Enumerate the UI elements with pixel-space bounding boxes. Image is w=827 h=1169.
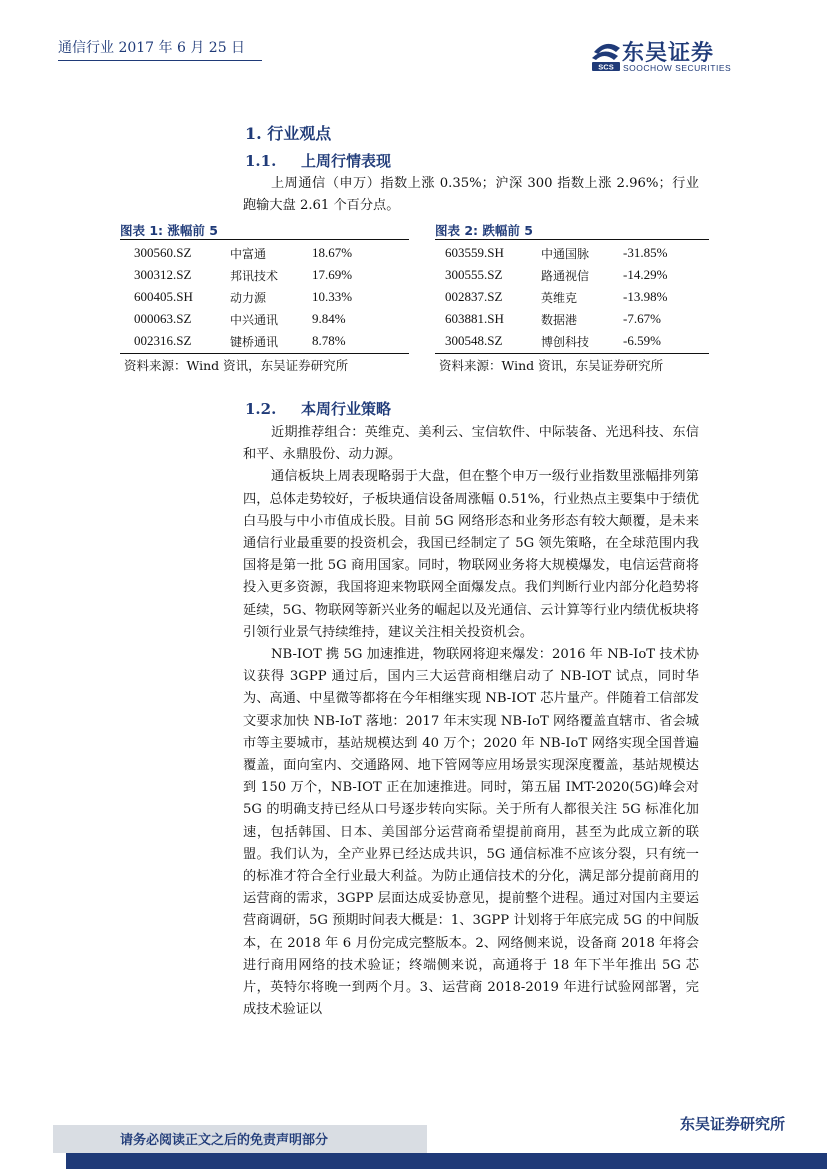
table-2-source: 资料来源：Wind 资讯，东吴证券研究所 [439,358,664,373]
table-1-caption: 图表 1: 涨幅前 5 [120,221,409,240]
table-row [120,286,409,308]
table-1-body [120,240,409,354]
table-row [120,308,409,330]
stock-name: 中富通 [230,246,267,261]
logo-badge-text: SCS [598,62,614,72]
stock-name: 邦讯技术 [230,268,279,283]
stock-change: -6.59% [623,333,661,348]
header-underline [58,60,262,61]
stock-name: 英维克 [541,290,578,305]
stock-code: 002837.SZ [445,289,503,304]
section-1-1-body [243,173,699,217]
section-1-2-number: 1.2. [245,400,277,418]
section-1-2-heading [245,398,391,419]
footer-org-name: 东吴证券研究所 [680,1115,786,1133]
stock-change: 17.69% [312,267,353,282]
section-1-1-title: 上周行情表现 [301,152,392,170]
stock-code: 300312.SZ [134,267,192,282]
table-row [120,330,409,352]
section-1-1-paragraph: 上周通信（申万）指数上涨 0.35%；沪深 300 指数上涨 2.96%；行业跑输大盘 2.61 个百分点。 [243,176,699,214]
stock-name: 数据港 [541,312,578,327]
section-1-2-body [243,422,699,1021]
stock-code: 000063.SZ [134,311,192,326]
section-1-1-number: 1.1. [245,152,277,170]
footer-bottom-band [66,1153,827,1169]
stock-change: -7.67% [623,311,661,326]
table-row [120,264,409,286]
paragraph-sector-review: 通信板块上周表现略弱于大盘，但在整个申万一级行业指数里涨幅排列第四，总体走势较好，子板块通信设备周涨幅 0.51%，行业热点主要集中于绩优白马股与中小市值成长股。目前 5G 网络形态和业务形态有较大颠覆，是未来通信行业最重要的投资机会，我国已经制定了 5G 领先策略，在全球范围内我国将是第一批 5G 商用国家。同时，物联网业务将大规模爆发，电信运营商将投入更多资源，我国将迎来物联网全面爆发点。我们判断行业内部分化趋势将延续，5G、物联网等新兴业务的崛起以及光通信、云计算等行业内绩优板块将引领行业景气持续维持，建议关注相关投资机会。 [243,469,699,640]
stock-name: 路通视信 [541,268,590,283]
section-1-title: 1. 行业观点 [245,124,332,143]
stock-name: 中通国脉 [541,246,590,261]
header-report-date: 通信行业 2017 年 6 月 25 日 [58,40,246,56]
stock-change: 9.84% [312,311,346,326]
table-row [120,242,409,264]
stock-name: 中兴通讯 [230,312,279,327]
section-1-1-heading [245,150,391,171]
stock-code: 300560.SZ [134,245,192,260]
stock-name: 键桥通讯 [230,334,279,349]
table-2-body [435,240,709,354]
table-2-caption: 图表 2: 跌幅前 5 [435,221,709,240]
table-top-losers [435,221,709,374]
stock-code: 300548.SZ [445,333,503,348]
stock-change: -13.98% [623,289,668,304]
stock-name: 动力源 [230,290,267,305]
stock-code: 300555.SZ [445,267,503,282]
stock-code: 002316.SZ [134,333,192,348]
table-row [435,286,709,308]
stock-change: 8.78% [312,333,346,348]
stock-change: 18.67% [312,245,353,260]
table-top-gainers [120,221,409,374]
paragraph-nbiot-5g: NB-IOT 携 5G 加速推进，物联网将迎来爆发：2016 年 NB-IoT 技术协议获得 3GPP 通过后，国内三大运营商相继启动了 NB-IOT 试点，同时华为、高通、中星微等都将在今年相继实现 NB-IOT 芯片量产。伴随着工信部发文要求加快 NB-IoT 落地：2017 年末实现 NB-IoT 网络覆盖直辖市、省会城市等主要城市，基站规模达到 40 万个；2020 年 NB-IoT 网络实现全国普遍覆盖，面向室内、交通路网、地下管网等应用场景实现深度覆盖，基站规模达到 150 万个，NB-IOT 正在加速推进。同时，第五届 IMT-2020(5G)峰会对 5G 的明确支持已经从口号逐步转向实际。关于所有人都很关注 5G 标准化加速，包括韩国、日本、美国部分运营商希望提前商用，甚至为此成立新的联盟。我们认为，全产业界已经达成共识，5G 通信标准不应该分裂，只有统一的标准才符合全行业最大利益。为防止通信技术的分化，满足部分提前商用的运营商的需求，3GPP 层面达成妥协意见，提前整个进程。通过对国内主要运营商调研，5G 预期时间表大概是：1、3GPP 计划将于年底完成 5G 的中间版本，在 2018 年 6 月份完成完整版本。2、网络侧来说，设备商 2018 年将会进行商用网络的技术验证；终端侧来说，高通将于 18 年下半年推出 5G 芯片，英特尔将晚一到两个月。3、运营商 2018-2019 年进行试验网部署，完成技术验证以 [243,647,699,1018]
table-row [435,308,709,330]
stock-change: -14.29% [623,267,668,282]
stock-change: -31.85% [623,245,668,260]
logo-english-name: SOOCHOW SECURITIES [623,63,732,73]
logo-chinese-name: 东吴证券 [622,41,715,66]
footer-disclaimer: 请务必阅读正文之后的免责声明部分 [120,1133,329,1148]
stock-code: 603881.SH [445,311,504,326]
stock-code: 600405.SH [134,289,193,304]
paragraph-portfolio: 近期推荐组合：英维克、美利云、宝信软件、中际装备、光迅科技、东信和平、永鼎股份、动力源。 [243,425,699,463]
table-1-source: 资料来源：Wind 资讯，东吴证券研究所 [124,358,349,373]
stock-code: 603559.SH [445,245,504,260]
stock-change: 10.33% [312,289,353,304]
stock-name: 博创科技 [541,334,590,349]
table-row [435,242,709,264]
table-row [435,264,709,286]
section-1-2-title: 本周行业策略 [301,400,392,418]
table-row [435,330,709,352]
